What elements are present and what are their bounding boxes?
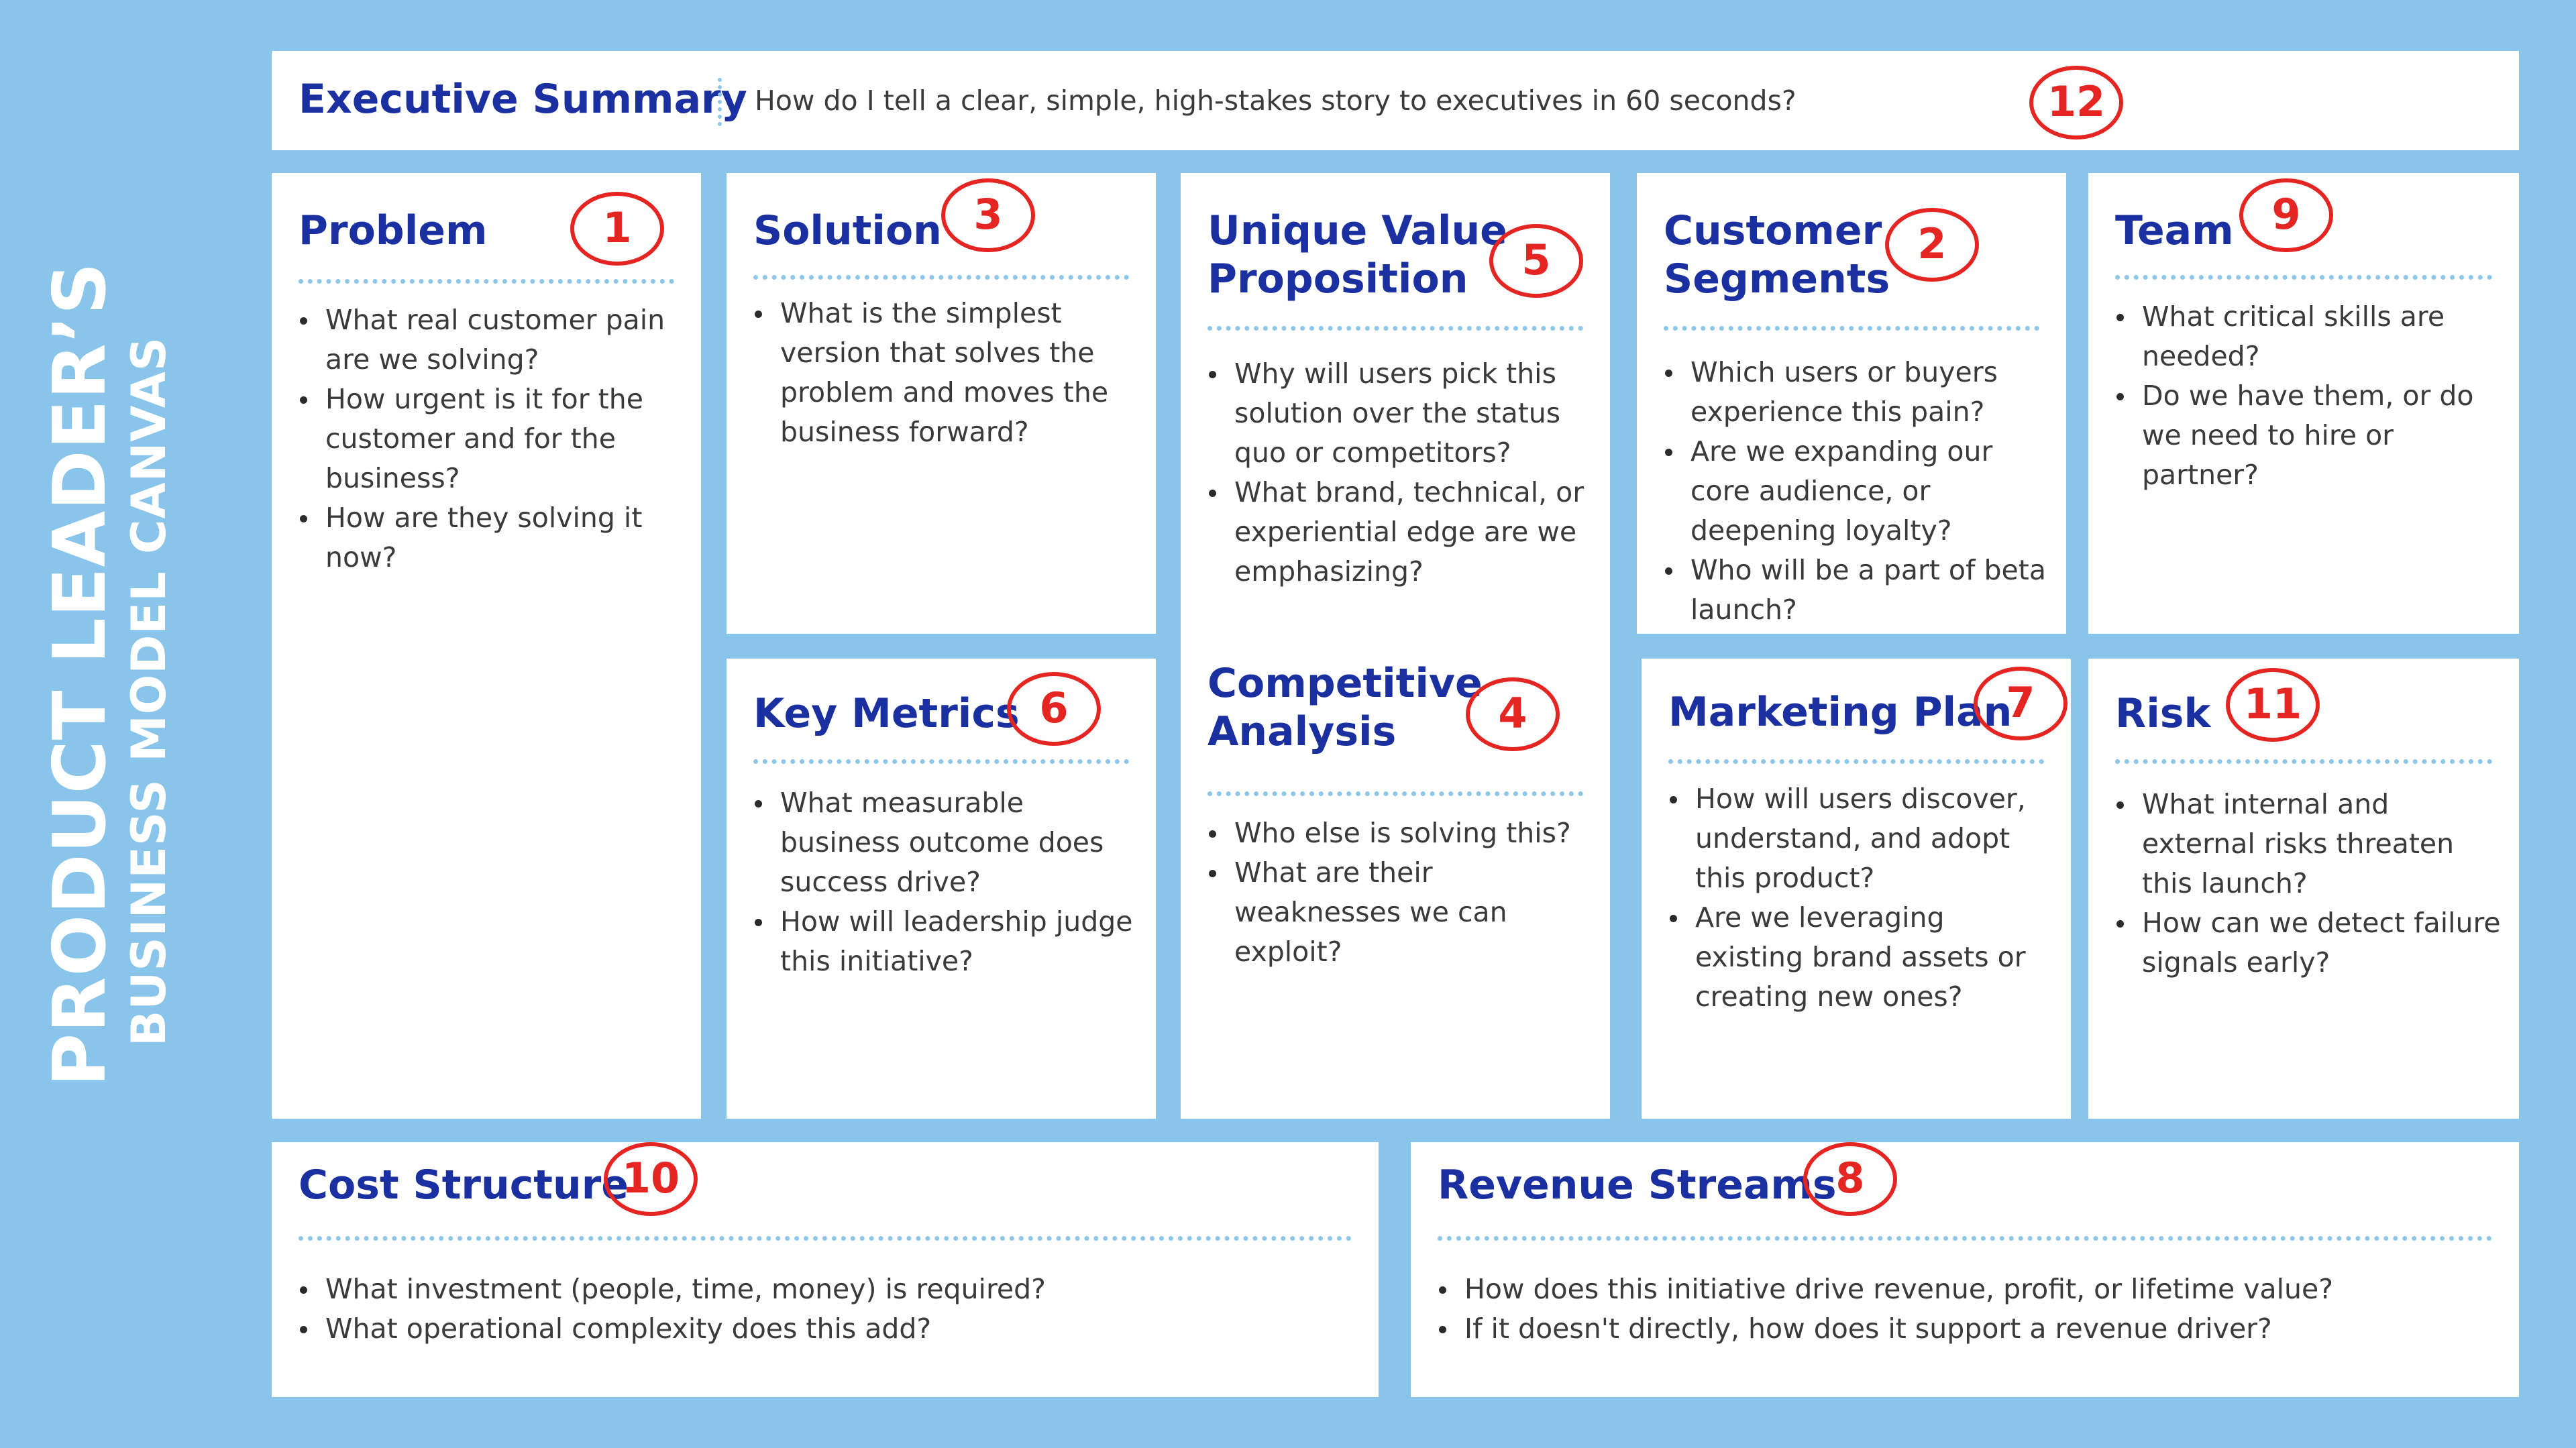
list-item: How does this initiative drive revenue, profit, or lifetime value?	[1464, 1270, 2506, 1309]
key-metrics-section	[727, 659, 1156, 1119]
list-item: How will users discover, understand, and adopt this product?	[1695, 779, 2057, 898]
cost-structure-questions	[299, 1270, 1365, 1349]
problem-questions	[299, 300, 688, 577]
executive-summary-section	[272, 51, 2519, 150]
executive-summary-title: Executive Summary	[299, 76, 747, 123]
solution-section	[727, 173, 1156, 634]
cost-structure-title: Cost Structure	[299, 1162, 629, 1209]
step-number-badge: 9	[2239, 178, 2333, 252]
title-line: Competitive	[1208, 660, 1483, 707]
list-item: What investment (people, time, money) is required?	[325, 1270, 1365, 1309]
list-item: Who will be a part of beta launch?	[1690, 551, 2053, 630]
section-divider	[1668, 759, 2044, 764]
title-line: Analysis	[1208, 708, 1397, 755]
problem-title: Problem	[299, 207, 488, 254]
canvas-subtitle: BUSINESS MODEL CANVAS	[121, 336, 176, 1046]
team-questions	[2115, 297, 2506, 495]
team-title: Team	[2115, 207, 2234, 254]
customer-segments-questions	[1664, 353, 2053, 630]
competitive-analysis-questions	[1208, 814, 1597, 972]
section-divider	[1208, 326, 1583, 331]
list-item: How are they solving it now?	[325, 498, 688, 577]
list-item: If it doesn't directly, how does it support a revenue driver?	[1464, 1309, 2506, 1349]
title-line: Customer	[1664, 207, 1882, 254]
competitive-analysis-title	[1208, 659, 1483, 756]
list-item: How urgent is it for the customer and for the business?	[325, 380, 688, 498]
executive-summary-question: How do I tell a clear, simple, high-stakes story to executives in 60 seconds?	[755, 85, 1796, 117]
marketing-plan-questions	[1668, 779, 2057, 1017]
step-number-badge: 6	[1007, 672, 1101, 746]
value-proposition-questions	[1208, 354, 1597, 592]
list-item: Are we expanding our core audience, or deepening loyalty?	[1690, 432, 2053, 551]
canvas-side-title	[38, 262, 215, 1087]
step-number-badge: 3	[941, 178, 1035, 252]
list-item: What are their weaknesses we can exploit?	[1234, 853, 1597, 972]
revenue-streams-title: Revenue Streams	[1438, 1162, 1837, 1209]
list-item: Why will users pick this solution over the status quo or competitors?	[1234, 354, 1597, 473]
cost-structure-section	[272, 1142, 1379, 1397]
section-divider	[753, 759, 1129, 764]
section-divider	[1664, 326, 2039, 331]
list-item: What measurable business outcome does success drive?	[780, 783, 1142, 902]
section-divider	[1438, 1236, 2492, 1241]
step-number-badge: 5	[1489, 224, 1583, 298]
step-number-badge: 8	[1803, 1142, 1897, 1216]
marketing-plan-title: Marketing Plan	[1668, 689, 2012, 736]
list-item: What operational complexity does this add?	[325, 1309, 1365, 1349]
step-number-badge: 7	[1974, 667, 2068, 740]
canvas-title: PRODUCT LEADER’S	[38, 262, 122, 1087]
section-divider	[753, 275, 1129, 280]
revenue-streams-section	[1411, 1142, 2519, 1397]
value-proposition-column	[1181, 173, 1610, 1119]
customer-segments-title	[1664, 207, 1890, 303]
list-item: What real customer pain are we solving?	[325, 300, 688, 380]
revenue-streams-questions	[1438, 1270, 2506, 1349]
list-item: Are we leveraging existing brand assets or creating new ones?	[1695, 898, 2057, 1017]
step-number-badge: 11	[2226, 668, 2320, 742]
title-line: Unique Value	[1208, 207, 1507, 254]
step-number-badge: 10	[604, 1142, 698, 1216]
value-proposition-title	[1208, 207, 1507, 303]
key-metrics-title: Key Metrics	[753, 690, 1020, 737]
step-number-badge: 12	[2029, 66, 2123, 140]
risk-title: Risk	[2115, 690, 2211, 737]
section-divider	[2115, 275, 2492, 280]
risk-questions	[2115, 785, 2506, 983]
title-line: Proposition	[1208, 256, 1468, 302]
marketing-plan-section	[1642, 659, 2071, 1119]
list-item: How will leadership judge this initiative?	[780, 902, 1142, 981]
list-item: Which users or buyers experience this pain?	[1690, 353, 2053, 432]
solution-questions	[753, 294, 1142, 452]
risk-section	[2088, 659, 2519, 1119]
list-item: What is the simplest version that solves the problem and moves the business forward?	[780, 294, 1142, 452]
problem-section	[272, 173, 701, 1119]
step-number-badge: 2	[1885, 208, 1979, 282]
customer-segments-section	[1637, 173, 2066, 634]
section-divider	[1208, 791, 1583, 796]
section-divider	[299, 1236, 1352, 1241]
solution-title: Solution	[753, 207, 942, 254]
list-item: What critical skills are needed?	[2142, 297, 2506, 376]
list-item: What internal and external risks threaten this launch?	[2142, 785, 2506, 903]
section-divider	[2115, 759, 2492, 764]
step-number-badge: 4	[1466, 677, 1560, 751]
step-number-badge: 1	[570, 192, 664, 266]
list-item: How can we detect failure signals early?	[2142, 903, 2506, 983]
section-divider	[299, 279, 674, 284]
executive-summary-divider	[718, 78, 722, 126]
list-item: What brand, technical, or experiential edge are we emphasizing?	[1234, 473, 1597, 592]
key-metrics-questions	[753, 783, 1142, 981]
team-section	[2088, 173, 2519, 634]
list-item: Who else is solving this?	[1234, 814, 1597, 853]
title-line: Segments	[1664, 256, 1890, 302]
list-item: Do we have them, or do we need to hire or partner?	[2142, 376, 2506, 495]
